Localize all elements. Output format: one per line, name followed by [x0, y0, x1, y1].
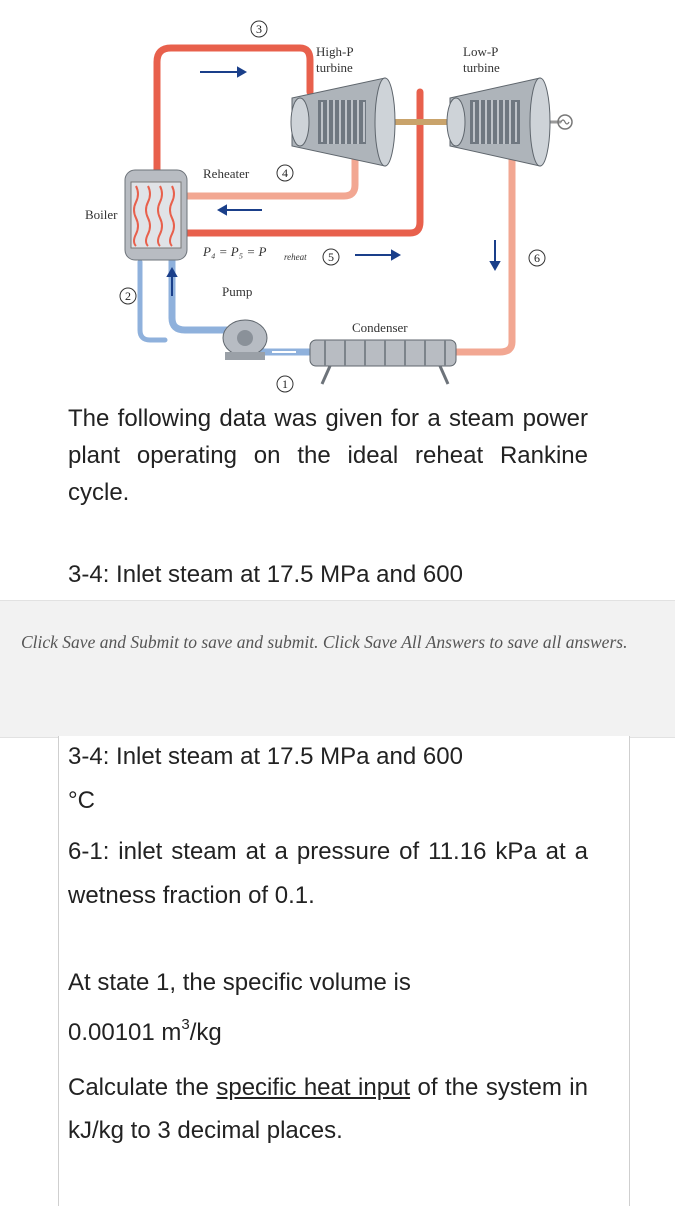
inlet-steam-text: 3-4: Inlet steam at 17.5 MPa and 600 — [68, 743, 463, 770]
condenser-inlet-paragraph: 6-1: inlet steam at a pressure of 11.16 kPa at a wetness fraction of 0.1. — [68, 838, 588, 909]
pipe-pump-to-boiler — [172, 260, 228, 330]
save-notice-banner — [0, 600, 675, 738]
state-label-4 — [277, 165, 293, 181]
pump — [223, 320, 267, 360]
reheat-rankine-diagram — [0, 0, 675, 400]
reheater-label: Reheater — [203, 166, 250, 181]
boiler-label: Boiler — [85, 207, 118, 222]
pressure-subscript: reheat — [284, 252, 307, 262]
state-label-2 — [120, 288, 136, 304]
low-p-label-line2: turbine — [463, 60, 500, 75]
state-label-6 — [529, 250, 545, 266]
state1-line: At state 1, the specific volume is — [68, 969, 411, 996]
svg-text:6: 6 — [534, 251, 540, 265]
specific-volume-value — [68, 1014, 588, 1051]
specific-volume-number: 0.00101 m — [68, 1019, 182, 1046]
condenser — [310, 340, 456, 384]
question-suffix: of the system in kJ/kg to 3 decimal places. — [68, 1074, 588, 1144]
svg-text:4: 4 — [282, 166, 288, 180]
svg-text:5: 5 — [328, 250, 334, 264]
state-label-5 — [323, 249, 339, 265]
inlet-steam-unit: °C — [68, 787, 95, 814]
intro-paragraph: The following data was given for a steam power plant operating on the ideal reheat Rankine cycle. — [68, 405, 588, 506]
pipe-boiler-to-hp — [157, 48, 310, 170]
high-p-label-line2: turbine — [316, 60, 353, 75]
svg-text:1: 1 — [282, 377, 288, 391]
pump-label: Pump — [222, 284, 253, 299]
pressure-equation: P₄ = P₅ = P — [203, 244, 267, 259]
partial-statement-line: 3-4: Inlet steam at 17.5 MPa and 600 — [68, 561, 463, 588]
save-notice-text: Click Save and Submit to save and submit. Click Save All Answers to save all answers. — [21, 632, 628, 652]
question-term: specific heat input — [216, 1074, 411, 1101]
question-prefix: Calculate the — [68, 1074, 217, 1101]
state-label-1 — [277, 376, 293, 392]
svg-text:2: 2 — [125, 289, 131, 303]
high-p-label-line1: High-P — [316, 44, 354, 59]
low-p-label-line1: Low-P — [463, 44, 499, 59]
specific-volume-unit: /kg — [189, 1019, 222, 1046]
low-p-turbine — [447, 78, 550, 166]
svg-text:3: 3 — [256, 22, 262, 36]
question-paragraph — [68, 1066, 588, 1152]
boiler — [125, 170, 187, 260]
state-label-3 — [251, 21, 267, 37]
specific-volume-exponent: 3 — [181, 1016, 190, 1033]
pipe-lp-to-condenser — [456, 150, 512, 352]
inlet-steam-line — [68, 738, 588, 819]
condenser-label: Condenser — [352, 320, 408, 335]
